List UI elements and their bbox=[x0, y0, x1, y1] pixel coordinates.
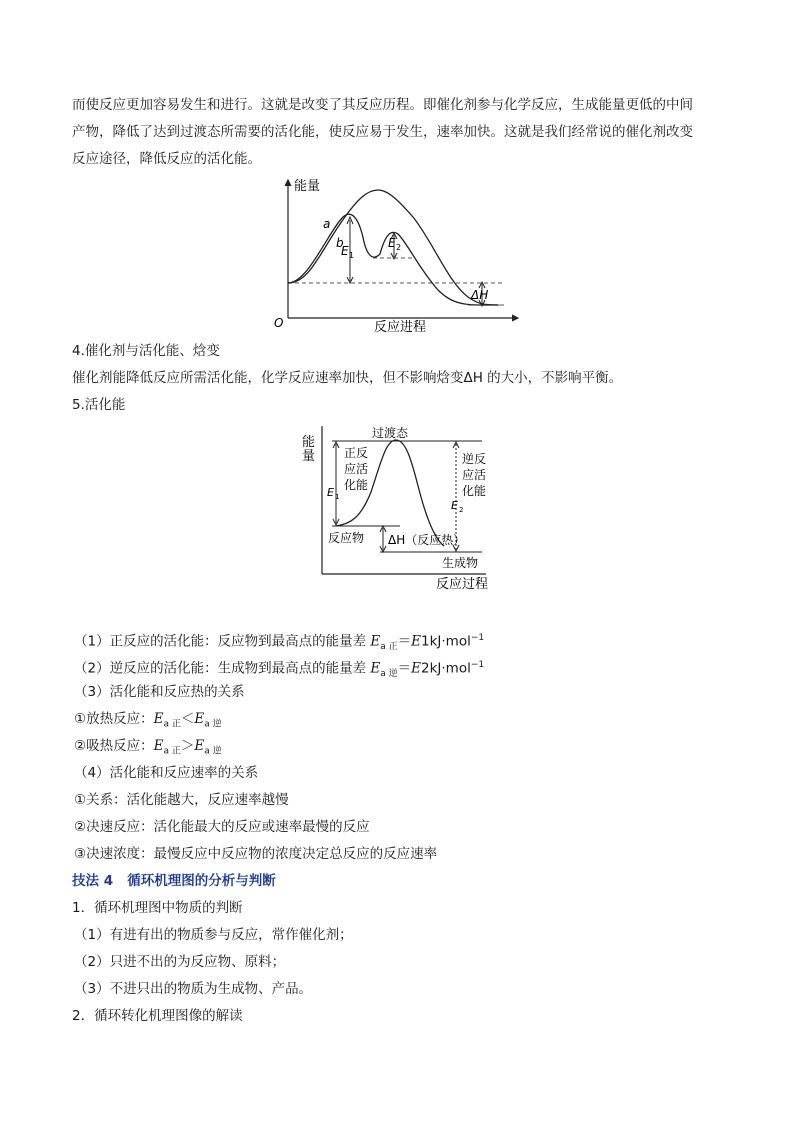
reverse-ea-label-3: 化能 bbox=[462, 484, 487, 498]
intro-line-2: 产物，降低了达到过渡态所需要的活化能，使反应易于发生，速率加快。这就是我们经常说的催化剂改变 bbox=[72, 124, 693, 140]
y-axis-label: 能量 bbox=[294, 179, 321, 194]
activation-energy-diagram bbox=[296, 422, 496, 592]
e2-label: E bbox=[451, 499, 458, 512]
e1-sub: 1 bbox=[335, 493, 340, 501]
item-4b: ②决速反应：活化能最大的反应或速率最慢的反应 bbox=[74, 819, 370, 835]
item-2: （2）逆反应的活化能：生成物到最高点的能量差 $E_{a 逆}=E2kJ\cdot mol^{-1}$ bbox=[74, 660, 485, 680]
curve-b-label: b bbox=[336, 236, 344, 250]
delta-h-label: ΔH（反应热） bbox=[388, 533, 466, 547]
forward-ea-label-1: 正反 bbox=[344, 446, 369, 460]
forward-ea-label-2: 应活 bbox=[344, 462, 369, 476]
section-4-text: 催化剂能降低反应所需活化能，化学反应速率加快，但不影响焓变ΔH 的大小，不影响平衡。 bbox=[72, 370, 623, 386]
e2-sub: 2 bbox=[459, 506, 464, 514]
forward-ea-label-3: 化能 bbox=[344, 478, 369, 492]
origin-label: O bbox=[274, 316, 284, 330]
reverse-ea-label-2: 应活 bbox=[462, 468, 487, 482]
section-5-title: 5.活化能 bbox=[72, 397, 126, 413]
x-axis-label: 反应进程 bbox=[374, 320, 427, 334]
item-3: （3）活化能和反应热的关系 bbox=[74, 684, 245, 700]
e1-label: E bbox=[327, 486, 334, 499]
section-4-title: 4.催化剂与活化能、焓变 bbox=[72, 343, 220, 359]
item-3b: ②吸热反应：$E_{a 正}>E_{a 逆}$ bbox=[74, 738, 222, 757]
curve-catalyzed bbox=[288, 214, 498, 305]
intro-line-3: 反应途径，降低反应的活化能。 bbox=[72, 151, 261, 167]
skill-4-label: 技法 4 bbox=[72, 873, 114, 889]
cycle-point-1: （1）有进有出的物质参与反应，常作催化剂； bbox=[74, 927, 353, 943]
item-4: （4）活化能和反应速率的关系 bbox=[74, 765, 259, 781]
catalyst-energy-diagram bbox=[268, 172, 524, 334]
item-3a: ①放热反应：$E_{a 正}<E_{a 逆}$ bbox=[74, 711, 222, 730]
cycle-heading-2: 2．循环转化机理图像的解读 bbox=[72, 1008, 243, 1024]
e1-label: E bbox=[341, 244, 349, 258]
product-label: 生成物 bbox=[442, 556, 479, 570]
curve-a-label: a bbox=[323, 217, 331, 231]
y-axis-label-1: 能 bbox=[302, 435, 316, 450]
e2-label: E bbox=[388, 236, 396, 250]
x-axis-label: 反应过程 bbox=[436, 577, 489, 592]
e2-sub: 2 bbox=[396, 243, 402, 252]
skill-4-title: 循环机理图的分析与判断 bbox=[127, 873, 276, 889]
skill-4-heading bbox=[72, 872, 276, 890]
e1-sub: 1 bbox=[349, 251, 355, 260]
delta-h-label: ΔH bbox=[471, 288, 489, 302]
cycle-heading-1: 1．循环机理图中物质的判断 bbox=[72, 900, 243, 916]
reverse-ea-label-1: 逆反 bbox=[462, 452, 487, 466]
item-4a: ①关系：活化能越大，反应速率越慢 bbox=[74, 792, 289, 808]
item-1: （1）正反应的活化能：反应物到最高点的能量差 $E_{a 正}=E1kJ\cdot mol^{-1}$ bbox=[74, 633, 485, 653]
cycle-point-2: （2）只进不出的为反应物、原料； bbox=[74, 954, 286, 970]
reactant-label: 反应物 bbox=[328, 531, 365, 545]
item-4c: ③决速浓度：最慢反应中反应物的浓度决定总反应的反应速率 bbox=[74, 846, 438, 862]
transition-state-label: 过渡态 bbox=[372, 426, 409, 440]
intro-line-1: 而使反应更加容易发生和进行。这就是改变了其反应历程。即催化剂参与化学反应，生成能量更低的中间 bbox=[72, 97, 693, 113]
cycle-point-3: （3）不进只出的物质为生成物、产品。 bbox=[74, 981, 313, 997]
y-axis-label-2: 量 bbox=[302, 449, 316, 464]
